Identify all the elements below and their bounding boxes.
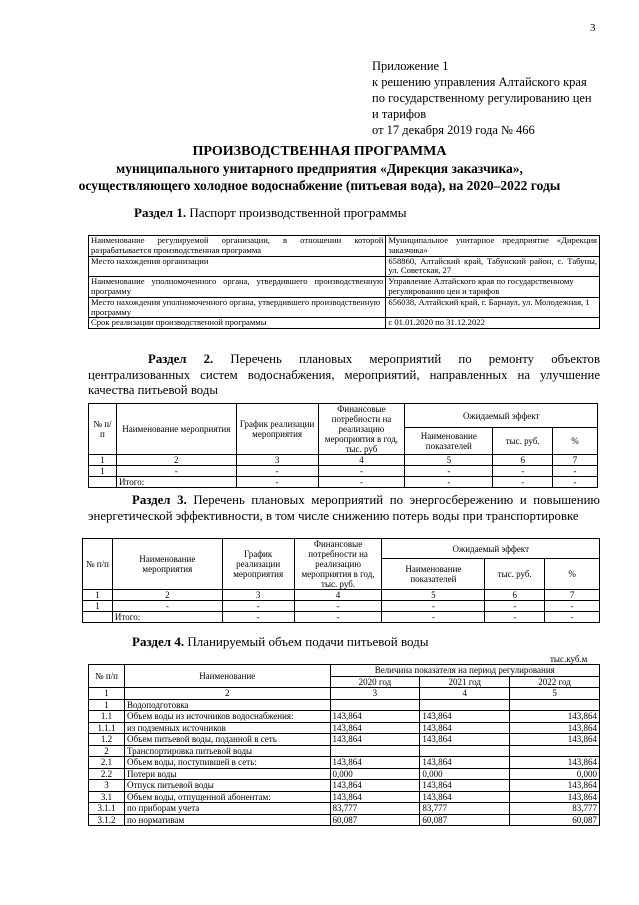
col-header-finance: Финансовые потребности на реализацию мероприятия в год, тыс. руб. xyxy=(294,539,382,590)
section-title: Паспорт производственной программы xyxy=(186,205,407,220)
row-value: 83,777 xyxy=(420,803,510,815)
table-cell: 2 xyxy=(124,688,330,700)
row-value: 143,864 xyxy=(510,711,600,723)
table-cell: - xyxy=(294,601,382,612)
section-title: Перечень плановых мероприятий по энергосбережению и повышению энергетической эффективности, в том числе снижению потерь воды при транспортировке xyxy=(88,493,600,523)
table-cell: - xyxy=(405,466,493,477)
row-value: 143,864 xyxy=(510,734,600,746)
row-value: 143,864 xyxy=(510,780,600,792)
total-label: Итого: xyxy=(116,477,236,488)
row-name: Объем воды, отпущенной абонентам: xyxy=(124,791,330,803)
row-value: 143,864 xyxy=(420,757,510,769)
table-cell: Управление Алтайского края по государственному регулированию цен и тарифов xyxy=(386,277,600,298)
row-value xyxy=(510,745,600,757)
row-value: 83,777 xyxy=(510,803,600,815)
table-row xyxy=(89,768,600,780)
table-row xyxy=(89,803,600,815)
table-cell: - xyxy=(112,601,222,612)
col-header-num: № п/п xyxy=(89,404,117,455)
table-row xyxy=(89,814,600,826)
row-value xyxy=(420,745,510,757)
col-header-year: 2022 год xyxy=(510,676,600,688)
table-cell: - xyxy=(405,477,493,488)
col-header-effect-pct: % xyxy=(545,559,600,590)
section-title: Планируемый объем подачи питьевой воды xyxy=(184,634,429,649)
table-cell: 6 xyxy=(493,455,553,466)
col-header-year: 2020 год xyxy=(330,676,420,688)
section4-heading xyxy=(132,634,429,650)
events-table-section3 xyxy=(82,538,600,623)
col-header-num: № п/п xyxy=(83,539,113,590)
table-row xyxy=(83,612,600,623)
col-header-year: 2021 год xyxy=(420,676,510,688)
row-number: 1 xyxy=(89,699,125,711)
table-row xyxy=(89,745,600,757)
row-value: 143,864 xyxy=(420,780,510,792)
row-number: 3.1.2 xyxy=(89,814,125,826)
col-header-schedule: График реализации мероприятия xyxy=(222,539,294,590)
title-line: осуществляющего холодное водоснабжение (питьевая вода), на 2020–2022 годы xyxy=(78,178,561,193)
section-title: Перечень плановых мероприятий по ремонту объектов централизованных систем водоснабжения, мероприятий, направленных на улучшение качества питьевой воды xyxy=(88,352,600,397)
table-cell: Срок реализации производственной программы xyxy=(89,318,386,329)
table-row xyxy=(89,277,600,298)
table-cell: - xyxy=(116,466,236,477)
table-cell: 7 xyxy=(553,455,598,466)
table-cell: Место нахождения организации xyxy=(89,256,386,277)
appendix-line: Приложение 1 xyxy=(372,59,449,73)
section-number: Раздел 4. xyxy=(132,634,185,649)
table-cell: 7 xyxy=(545,590,600,601)
table-cell: 4 xyxy=(420,688,510,700)
table-cell: 3 xyxy=(330,688,420,700)
section-number: Раздел 1. xyxy=(134,205,187,220)
row-value: 143,864 xyxy=(330,711,420,723)
table-cell: - xyxy=(493,466,553,477)
row-value: 143,864 xyxy=(330,757,420,769)
table-row xyxy=(89,297,600,318)
title-line: ПРОИЗВОДСТВЕННАЯ ПРОГРАММА xyxy=(192,144,447,159)
row-value: 0,000 xyxy=(420,768,510,780)
table-row xyxy=(89,791,600,803)
table-cell: - xyxy=(382,601,485,612)
table-row xyxy=(89,780,600,792)
table-cell: Наименование уполномоченного органа, утвердившего производственную программу xyxy=(89,277,386,298)
col-header-effect: Ожидаемый эффект xyxy=(382,539,600,559)
table-cell: 3 xyxy=(236,455,318,466)
col-header-effect-name: Наименование показателей xyxy=(382,559,485,590)
row-number: 3.1 xyxy=(89,791,125,803)
table-row xyxy=(89,688,600,700)
water-volume-table xyxy=(88,664,600,826)
appendix-block xyxy=(372,58,612,138)
table-cell: 1 xyxy=(89,466,117,477)
row-name: из подземных источников xyxy=(124,722,330,734)
unit-label: тыс.куб.м xyxy=(550,654,588,664)
col-header-name: Наименование мероприятия xyxy=(112,539,222,590)
row-value: 143,864 xyxy=(420,791,510,803)
table-row xyxy=(89,455,598,466)
row-number: 1.1.1 xyxy=(89,722,125,734)
row-value: 143,864 xyxy=(420,722,510,734)
table-row xyxy=(89,665,600,677)
row-value: 143,864 xyxy=(330,734,420,746)
section-number: Раздел 3. xyxy=(132,493,187,507)
row-name: Отпуск питьевой воды xyxy=(124,780,330,792)
table-cell: 5 xyxy=(510,688,600,700)
row-value xyxy=(330,699,420,711)
table-row xyxy=(89,711,600,723)
table-row xyxy=(89,722,600,734)
col-header-schedule: График реализации мероприятия xyxy=(236,404,318,455)
table-row xyxy=(89,236,600,257)
col-header-num: № п/п xyxy=(89,665,125,688)
col-header-period: Величина показателя на период регулирования xyxy=(330,665,599,677)
table-cell: - xyxy=(553,466,598,477)
appendix-line: по государственному регулированию цен xyxy=(372,91,592,105)
row-name: Транспортировка питьевой воды xyxy=(124,745,330,757)
appendix-line: от 17 декабря 2019 года № 466 xyxy=(372,123,535,137)
row-value: 143,864 xyxy=(420,734,510,746)
events-table-section2 xyxy=(88,403,598,488)
table-cell: - xyxy=(294,612,382,623)
col-header-effect-rub: тыс. руб. xyxy=(493,428,553,455)
table-cell: 5 xyxy=(382,590,485,601)
passport-table xyxy=(88,235,600,329)
table-cell xyxy=(83,612,113,623)
table-row xyxy=(89,757,600,769)
row-value: 143,864 xyxy=(420,711,510,723)
table-cell: 6 xyxy=(485,590,545,601)
section2-heading xyxy=(88,352,600,399)
table-cell: 4 xyxy=(294,590,382,601)
table-row xyxy=(89,477,598,488)
col-header-effect-name: Наименование показателей xyxy=(405,428,493,455)
table-cell: - xyxy=(485,612,545,623)
table-cell: 1 xyxy=(83,590,113,601)
table-cell: 656038, Алтайский край, г. Барнаул, ул. Молодежная, 1 xyxy=(386,297,600,318)
table-cell: - xyxy=(236,477,318,488)
table-cell: - xyxy=(222,612,294,623)
table-cell: - xyxy=(485,601,545,612)
section-number: Раздел 2. xyxy=(148,352,214,366)
table-row xyxy=(83,590,600,601)
table-cell: с 01.01.2020 по 31.12.2022 xyxy=(386,318,600,329)
row-number: 3.1.1 xyxy=(89,803,125,815)
row-value: 143,864 xyxy=(330,780,420,792)
table-cell: 1 xyxy=(89,688,125,700)
row-name: Объем воды из источников водоснабжения: xyxy=(124,711,330,723)
table-cell: Наименование регулируемой организации, в отношении которой разрабатывается производственная программа xyxy=(89,236,386,257)
table-cell: - xyxy=(493,477,553,488)
col-header-effect: Ожидаемый эффект xyxy=(405,404,598,428)
page-number: 3 xyxy=(590,22,596,34)
title-line: муниципального унитарного предприятия «Дирекция заказчика», xyxy=(116,161,523,176)
document-title xyxy=(0,143,639,194)
table-body xyxy=(89,699,600,826)
row-name: Объем питьевой воды, поданной в сеть xyxy=(124,734,330,746)
row-name: по нормативам xyxy=(124,814,330,826)
table-cell xyxy=(89,477,117,488)
row-value: 143,864 xyxy=(510,791,600,803)
row-number: 2.2 xyxy=(89,768,125,780)
row-name: Потери воды xyxy=(124,768,330,780)
row-value xyxy=(510,699,600,711)
table-cell: - xyxy=(545,601,600,612)
table-cell: 5 xyxy=(405,455,493,466)
table-row xyxy=(89,466,598,477)
row-number: 2.1 xyxy=(89,757,125,769)
section3-heading xyxy=(88,493,600,524)
table-row xyxy=(89,318,600,329)
row-value: 143,864 xyxy=(330,722,420,734)
row-value: 83,777 xyxy=(330,803,420,815)
table-cell: - xyxy=(382,612,485,623)
table-cell: 1 xyxy=(83,601,113,612)
row-value: 143,864 xyxy=(510,757,600,769)
row-value xyxy=(420,699,510,711)
row-value: 60,087 xyxy=(330,814,420,826)
table-row xyxy=(83,601,600,612)
row-value: 0,000 xyxy=(330,768,420,780)
table-cell: 2 xyxy=(112,590,222,601)
row-value: 143,864 xyxy=(330,791,420,803)
col-header-finance: Финансовые потребности на реализацию мероприятия в год, тыс. руб xyxy=(318,404,405,455)
row-name: Объем воды, поступившей в сеть: xyxy=(124,757,330,769)
col-header-effect-rub: тыс. руб. xyxy=(485,559,545,590)
table-row xyxy=(83,539,600,559)
col-header-effect-pct: % xyxy=(553,428,598,455)
row-value: 143,864 xyxy=(510,722,600,734)
row-number: 1.2 xyxy=(89,734,125,746)
table-row xyxy=(89,404,598,428)
row-number: 1.1 xyxy=(89,711,125,723)
table-cell: 2 xyxy=(116,455,236,466)
table-cell: 3 xyxy=(222,590,294,601)
table-cell: Место нахождения уполномоченного органа, утвердившего производственную программу xyxy=(89,297,386,318)
col-header-name: Наименование мероприятия xyxy=(116,404,236,455)
row-name: Водоподготовка xyxy=(124,699,330,711)
table-cell: 658860, Алтайский край, Табунский район, с. Табуны, ул. Советская, 27 xyxy=(386,256,600,277)
appendix-line: и тарифов xyxy=(372,107,427,121)
table-cell: - xyxy=(222,601,294,612)
table-cell: Муниципальное унитарное предприятие «Дирекция заказчика» xyxy=(386,236,600,257)
table-cell: - xyxy=(553,477,598,488)
total-label: Итого: xyxy=(112,612,222,623)
table-row xyxy=(89,734,600,746)
table-cell: 4 xyxy=(318,455,405,466)
row-value xyxy=(330,745,420,757)
row-value: 60,087 xyxy=(510,814,600,826)
col-header-name: Наименование xyxy=(124,665,330,688)
table-cell: - xyxy=(236,466,318,477)
row-number: 2 xyxy=(89,745,125,757)
table-cell: - xyxy=(318,477,405,488)
appendix-line: к решению управления Алтайского края xyxy=(372,75,587,89)
table-row xyxy=(89,256,600,277)
row-name: по приборам учета xyxy=(124,803,330,815)
row-value: 0,000 xyxy=(510,768,600,780)
table-cell: - xyxy=(318,466,405,477)
table-cell: 1 xyxy=(89,455,117,466)
row-value: 60,087 xyxy=(420,814,510,826)
row-number: 3 xyxy=(89,780,125,792)
section1-heading xyxy=(134,205,406,221)
table-cell: - xyxy=(545,612,600,623)
table-row xyxy=(89,699,600,711)
